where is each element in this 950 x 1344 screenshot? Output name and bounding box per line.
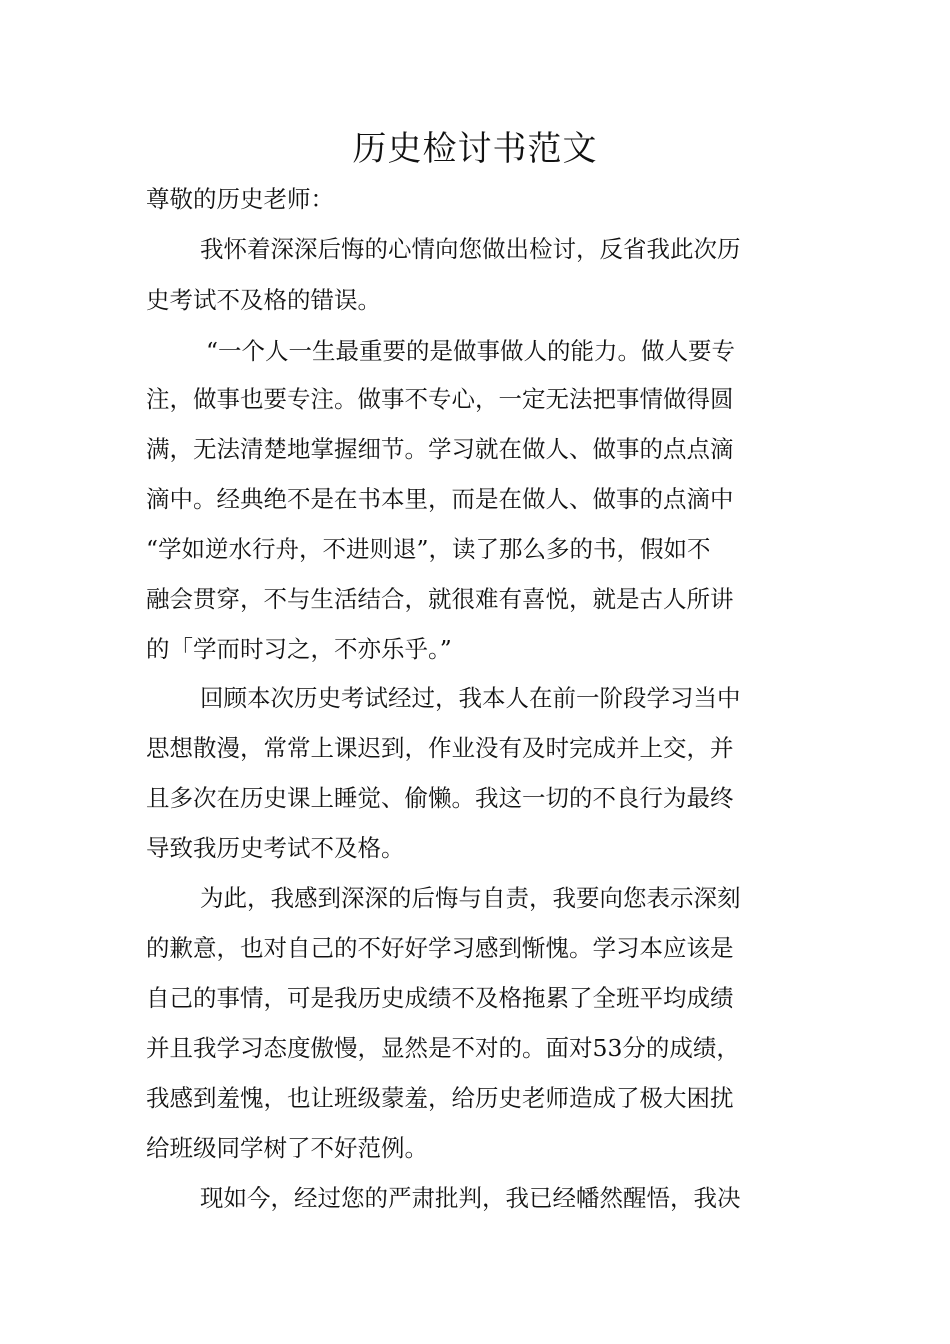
paragraph-line: 的「学而时习之，不亦乐乎。” — [146, 635, 452, 663]
paragraph-line: 回顾本次历史考试经过，我本人在前一阶段学习当中 — [200, 684, 741, 712]
document-title: 历史检讨书范文 — [352, 129, 598, 169]
paragraph-line: 自己的事情，可是我历史成绩不及格拖累了全班平均成绩 — [146, 984, 734, 1012]
paragraph-line: 满，无法清楚地掌握细节。学习就在做人、做事的点点滴 — [146, 435, 734, 463]
paragraph-line: 为此，我感到深深的后悔与自责，我要向您表示深刻 — [200, 884, 741, 912]
paragraph-line: 的歉意，也对自己的不好好学习感到惭愧。学习本应该是 — [146, 934, 734, 962]
paragraph-line: 我怀着深深后悔的心情向您做出检讨，反省我此次历 — [200, 235, 741, 263]
paragraph-line: 且多次在历史课上睡觉、偷懒。我这一切的不良行为最终 — [146, 784, 734, 812]
paragraph-line: 给班级同学树了不好范例。 — [146, 1134, 428, 1162]
paragraph-line: 注，做事也要专注。做事不专心，一定无法把事情做得圆 — [146, 385, 734, 413]
paragraph-line: “一个人一生最重要的是做事做人的能力。做人要专 — [206, 337, 736, 365]
paragraph-line: 并且我学习态度傲慢，显然是不对的。面对53分的成绩， — [146, 1034, 740, 1062]
paragraph-line: 史考试不及格的错误。 — [146, 286, 381, 314]
paragraph-line: 导致我历史考试不及格。 — [146, 834, 405, 862]
paragraph-line: 滴中。经典绝不是在书本里，而是在做人、做事的点滴中 — [146, 485, 734, 513]
paragraph-line: 我感到羞愧，也让班级蒙羞，给历史老师造成了极大困扰 — [146, 1084, 734, 1112]
salutation: 尊敬的历史老师： — [146, 185, 334, 213]
paragraph-line: 思想散漫，常常上课迟到，作业没有及时完成并上交，并 — [146, 734, 734, 762]
paragraph-line: 融会贯穿，不与生活结合，就很难有喜悦，就是古人所讲 — [146, 585, 734, 613]
paragraph-line: 现如今，经过您的严肃批判，我已经幡然醒悟，我决 — [200, 1184, 741, 1212]
paragraph-line: “学如逆水行舟，不进则退”，读了那么多的书，假如不 — [146, 535, 711, 563]
